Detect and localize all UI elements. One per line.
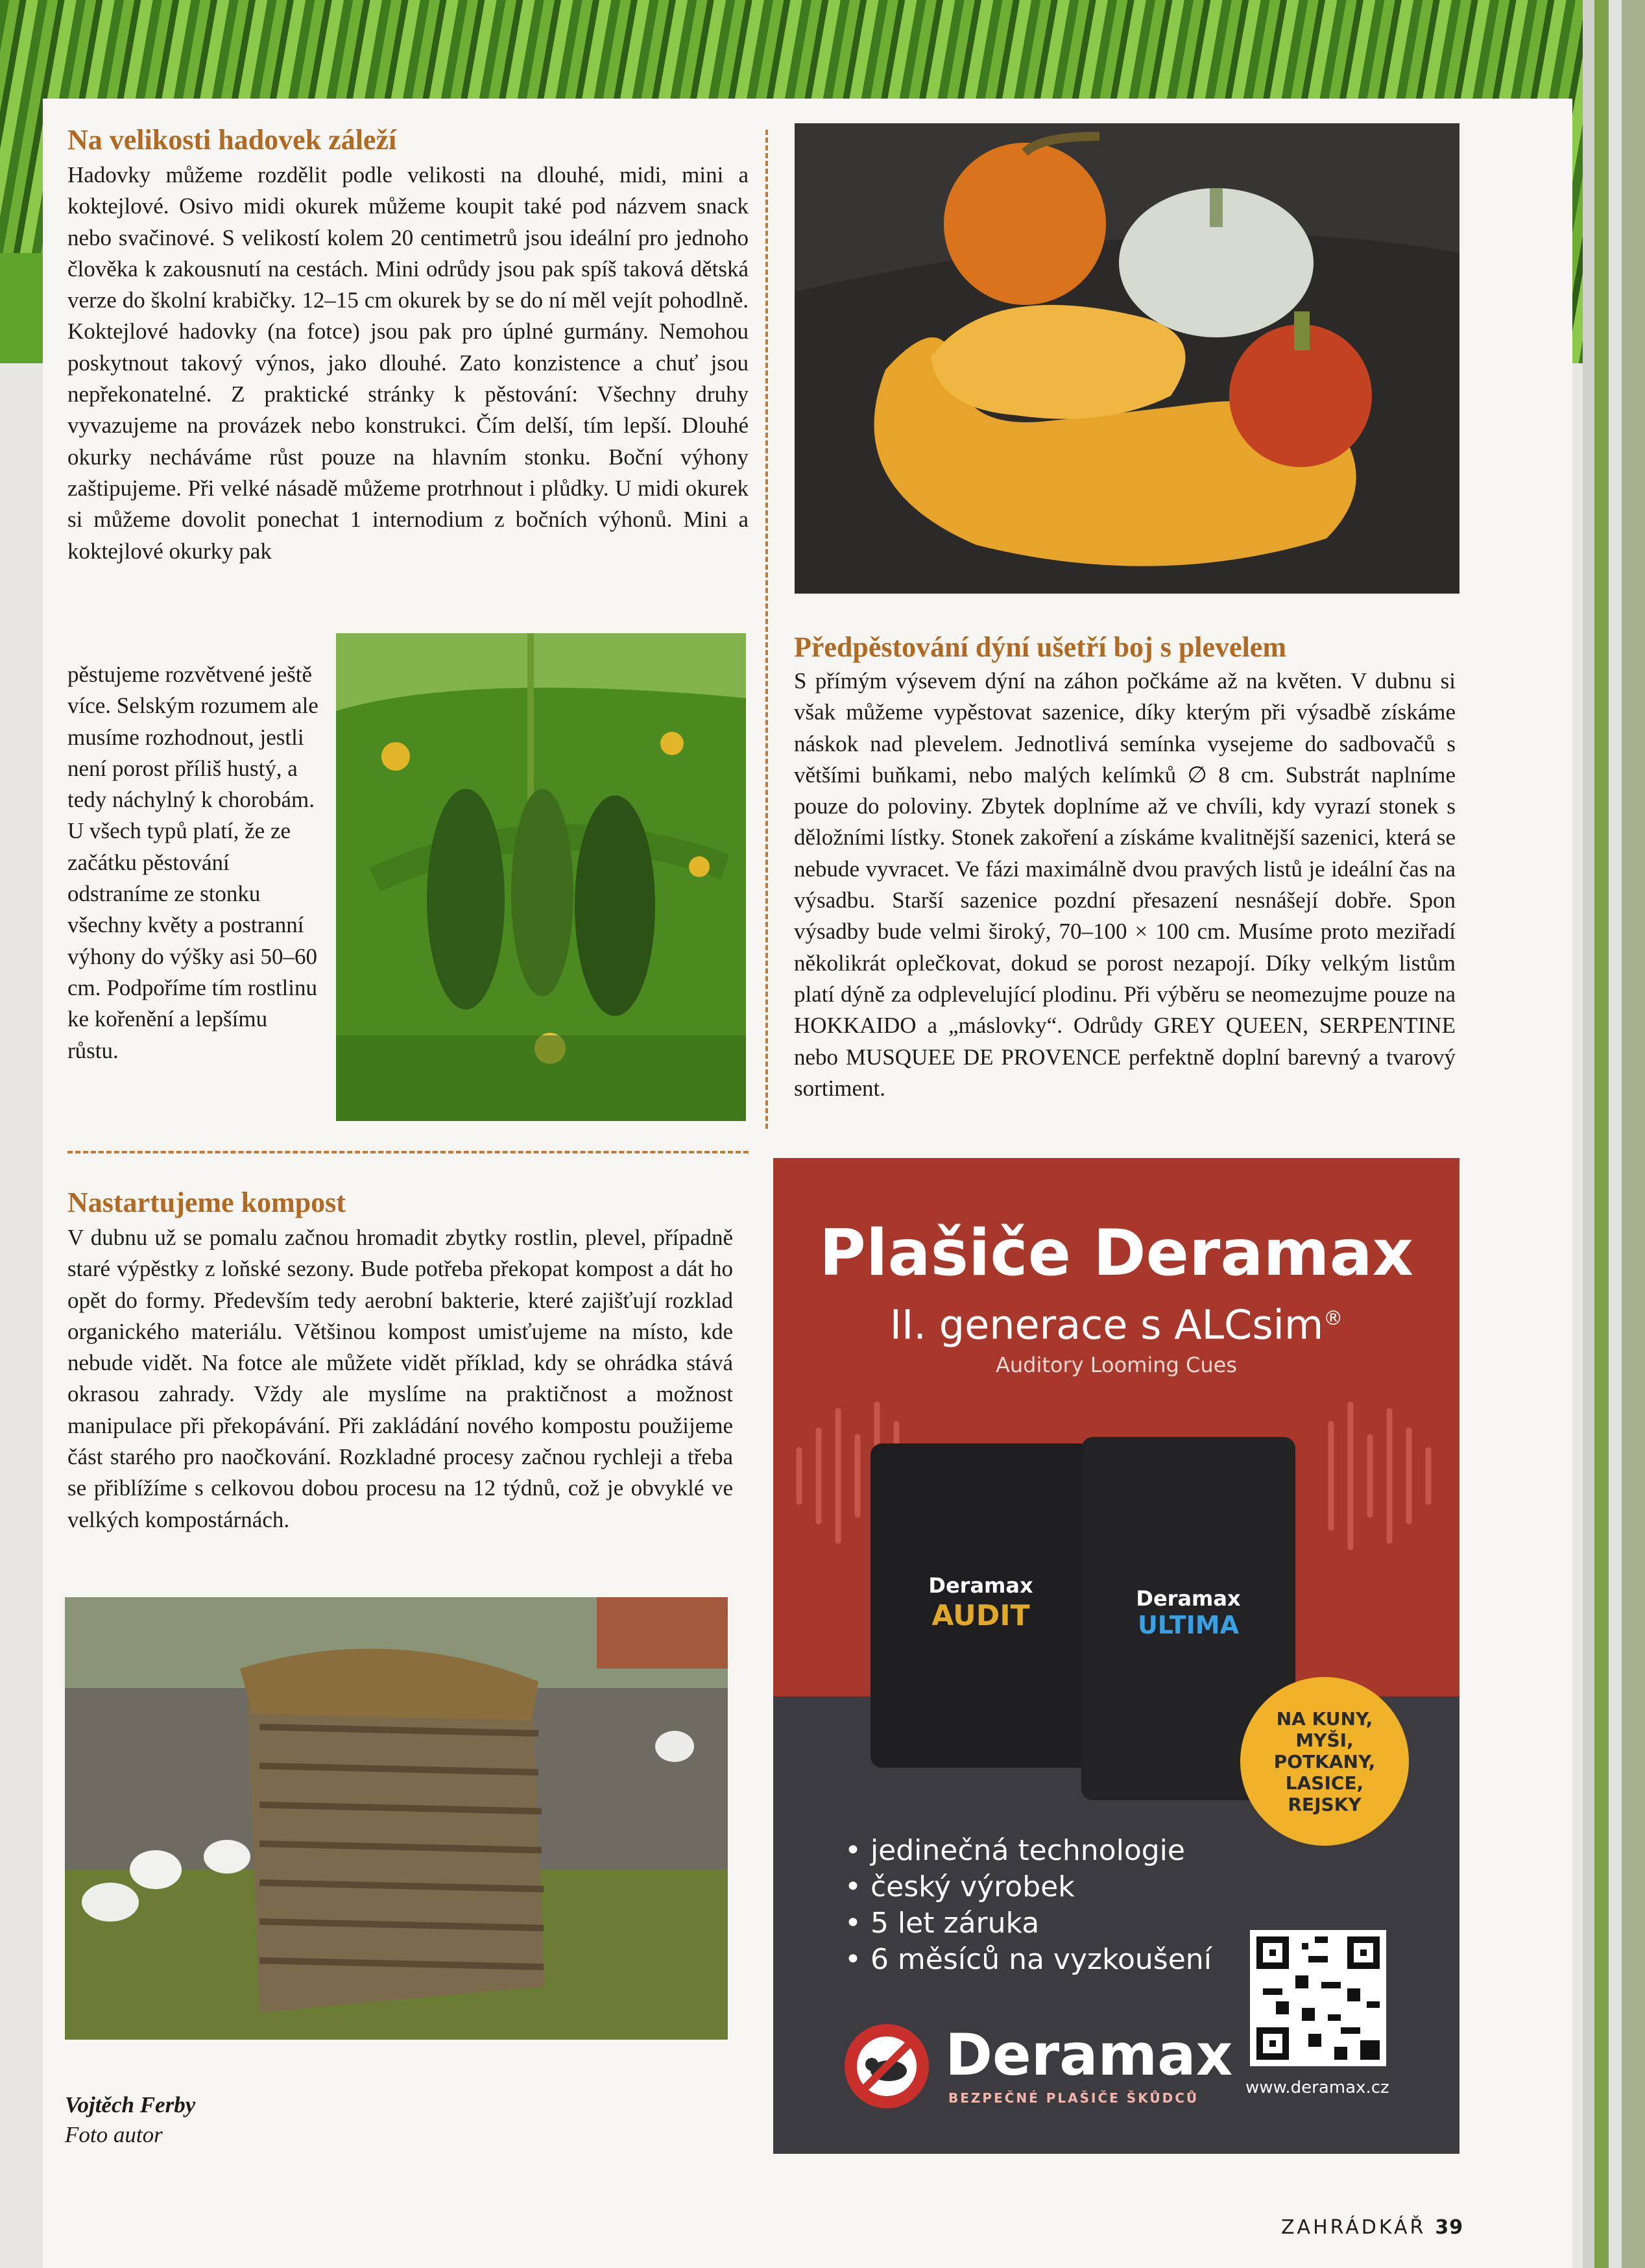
magazine-name: ZAHRÁDKÁŘ (1281, 2216, 1426, 2239)
ad-registered-mark: ® (1323, 1307, 1343, 1330)
target-animals-badge (1240, 1677, 1409, 1846)
pumpkin-photo (795, 123, 1459, 594)
ad-url[interactable]: www.deramax.cz (1245, 2078, 1389, 2097)
ad-benefit-item: • 6 měsíců na vyzkoušení (845, 1942, 1212, 1978)
badge-text: NA KUNY, MYŠI, POTKANY, LASICE, REJSKY (1273, 1707, 1376, 1815)
device-ultima-brand: Deramax (1136, 1586, 1241, 1611)
dyne-paragraph: S přímým výsevem dýní na záhon počkáme až na květen. V dubnu si však můžeme vypěstovat sazenice, díky kterým při výsadbě získáme náskok nad plevelem. Jednotlivá semínka vysejeme do sadbovačů s většími buňkami, nebo malých kelímků ∅ 8 cm. Substrát naplníme pouze do poloviny. Zbytek doplníme až ve chvíli, kdy vyrazí stonek s děložními lístky. Stonek zakoření a získáme kvalitnější sazenici, která se nebude vyvracet. Ve fázi maximálně dvou pravých listů je ideální čas na výsadbu. Starší sazenice pozdní přesazení nesnášejí dobře. Spon výsadby bude velmi široký, 70–100 × 100 cm. Musíme proto meziřadí několikrát oplečkovat, dokud se porost nezapojí. Díky velkým listům platí dýně za odplevelující plodinu. Při výběru se neomezujme pouze na HOKKAIDO a „máslovky“. Odrůdy GREY QUEEN, SERPENTINE nebo MUSQUEE DE PROVENCE perfektně doplní barevný a tvarový sortiment. (794, 668, 1456, 1101)
ad-benefits-list (845, 1833, 1212, 1978)
device-ultima-model: ULTIMA (1137, 1611, 1240, 1639)
hadovky-text-side (67, 659, 320, 1067)
ad-benefit-item: • 5 let záruka (845, 1905, 1212, 1942)
qr-code-pattern (1250, 1930, 1386, 2066)
ad-subtitle-text: II. generace s ALCsim (889, 1301, 1324, 1349)
deramax-logo-icon (845, 2024, 929, 2108)
hadovky-side-paragraph: pěstujeme rozvětvené ještě více. Selským rozumem ale musíme rozhodnout, jestli není porost příliš hustý, a tedy náchylný k chorobám. U všech typů platí, že ze začátku pěstování odstraníme ze stonku všechny květy a postranní výhony do výšky asi 50–60 cm. Podpoříme tím rostlinu ke kořenění a lepšímu růstu. (67, 662, 318, 1063)
deramax-logo-name: Deramax (945, 2021, 1233, 2088)
dyne-text (794, 666, 1456, 1104)
deramax-advertisement (773, 1158, 1459, 2154)
hadovky-paragraph: Hadovky můžeme rozdělit podle velikosti na dlouhé, midi, mini a koktejlové. Osivo midi okurek můžeme koupit také pod názvem snack nebo svačinové. S velikostí kolem 20 centimetrů jsou ideální pro jednoho člověka k zakousnutí na cestách. Mini odrůdy jsou pak spíš taková dětská verze do školní krabičky. 12–15 cm okurek by se do ní měl vejít pohodlně. Koktejlové hadovky (na fotce) jsou pak pro úplné gurmány. Nemohou poskytnout takový výnos, jako dlouhé. Zato konzistence a chuť jsou nepřekonatelné. Z praktické stránky k pěstování: Všechny druhy vyvazujeme na provázek nebo konstrukci. Čím delší, tím lepší. Dlouhé okurky necháváme růst pouze na hlavním stonku. Boční výhony zaštipujeme. Při velké násadě můžeme protrhnout i plůdky. U midi okurek si můžeme dovolit ponechat 1 internodium z bočních výhonů. Mini a koktejlové okurky pak (67, 162, 749, 564)
page-number: 39 (1435, 2216, 1464, 2239)
deramax-logo (845, 2018, 1233, 2115)
qr-code[interactable] (1250, 1930, 1386, 2066)
page-edge (1583, 0, 1645, 2268)
compost-photo (65, 1597, 728, 2040)
ad-benefit-item: • český výrobek (845, 1869, 1212, 1905)
cucumber-illustration (336, 633, 746, 1121)
author-name: Vojtěch Ferby (65, 2092, 196, 2117)
section-divider (67, 1151, 749, 1153)
dyne-heading: Předpěstování dýní ušetří boj s plevelem (794, 631, 1286, 663)
deramax-logo-slogan: BEZPEČNÉ PLAŠIČE ŠKŮDCŮ (948, 2090, 1199, 2106)
photo-credit: Foto autor (65, 2122, 163, 2147)
hadovky-text-top (67, 160, 749, 567)
kompost-heading: Nastartujeme kompost (67, 1187, 346, 1218)
page-footer (1281, 2216, 1463, 2239)
kompost-paragraph: V dubnu už se pomalu začnou hromadit zbytky rostlin, plevel, případně staré výpěstky z loňské sezony. Bude potřeba překopat kompost a dát ho opět do formy. Především tedy aerobní bakterie, které zajišťují rozklad organického materiálu. Většinou kompost umisťujeme na místo, kde nebude vidět. Na fotce ale můžete vidět příklad, kdy se ohrádka stává okrasou zahrady. Vždy ale myslíme na praktičnost a možnost manipulace při překopávání. Při zakládání nového kompostu použijeme část starého pro naočkování. Rozkladné procesy začnou rychleji a třeba se přiblížíme s celkovou dobou procesu na 12 týdnů, což je obvyklé ve velkých kompostárnách. (67, 1225, 733, 1532)
cucumber-photo (336, 633, 746, 1121)
ad-benefit-item: • jedinečná technologie (845, 1833, 1212, 1869)
device-audit (871, 1443, 1091, 1768)
byline (65, 2090, 195, 2150)
no-pests-icon (845, 2024, 929, 2108)
pumpkin-illustration (795, 123, 1459, 594)
ad-title: Plašiče Deramax (819, 1216, 1413, 1290)
kompost-text (67, 1222, 733, 1536)
device-audit-brand: Deramax (928, 1573, 1033, 1598)
ad-subtitle (773, 1296, 1459, 1349)
hadovky-heading: Na velikosti hadovek záleží (67, 124, 397, 156)
compost-illustration (65, 1597, 728, 2040)
column-divider (765, 130, 768, 1129)
ad-tagline: Auditory Looming Cues (996, 1353, 1237, 1377)
device-audit-model: AUDIT (931, 1599, 1030, 1632)
